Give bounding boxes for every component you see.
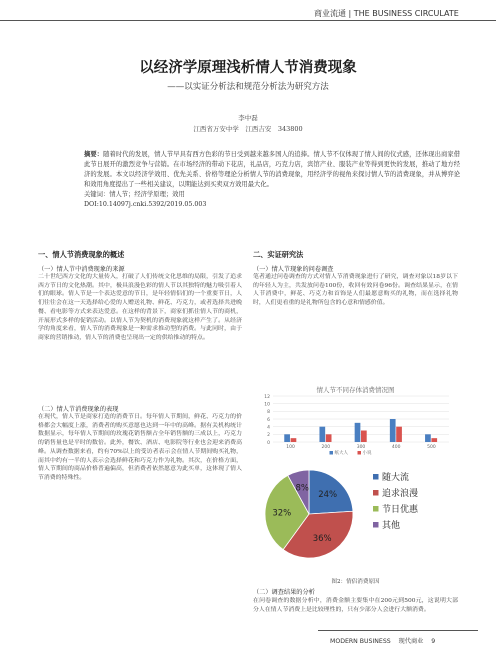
- pie-value-label: 24%: [318, 490, 338, 501]
- section2-para1: 笔者通过问卷调查的方式对情人节消费现象进行了研究，调查对象以18岁以下的年轻人为主，共发放问卷100份，收回有效问卷96份。调查结果显示，在情人节消费中，鲜花、巧克力和首饰是人们最愿意购买的礼物，而在选择礼物时，人们更看重的是礼物所包含的心意和情感价值。: [253, 274, 458, 307]
- abstract-block: [84, 150, 460, 210]
- y-tick-label: 8: [267, 410, 270, 416]
- footer-rule: [318, 630, 478, 631]
- section1-heading: 一、情人节消费现象的概述: [38, 250, 125, 259]
- y-tick-label: 12: [264, 394, 270, 400]
- legend-label: 小说: [362, 451, 372, 456]
- footer-journal-en: MODERN BUSINESS: [330, 638, 391, 645]
- bar-series2: [291, 438, 297, 442]
- y-tick-label: 2: [267, 433, 270, 439]
- chart2-caption: 图2：情侣消费原因: [331, 579, 380, 585]
- pie-value-label: 36%: [312, 533, 332, 544]
- section1-sub2: （二）情人节消费现象的表现: [38, 406, 119, 413]
- article-title: 以经济学原理浅析情人节消费现象: [139, 60, 357, 76]
- bar-series1: [425, 434, 431, 442]
- pie-value-label: 8%: [295, 483, 309, 494]
- bar-series2: [326, 434, 332, 442]
- pie-chart-svg: [253, 456, 458, 572]
- article-subtitle: ——以实证分析法和规范分析法为研究方法: [167, 82, 329, 92]
- pie-legend-label: 节日优惠: [382, 505, 419, 515]
- section1-sub1: （一）情人节中消费现象的来源: [38, 266, 125, 273]
- section2-heading: 二、实证研究法: [253, 250, 304, 259]
- affiliation: 江西省万安中学 江西吉安 343800: [193, 125, 303, 133]
- doi: DOI:10.14097j.cnki.5392/2019.05.003: [84, 201, 207, 208]
- section2-para2: 在问卷调查的数据分析中，消费金额主要集中在200元到500元，这说明大部分人在情人节消费上是比较理性的，只有少部分人会进行大额消费。: [253, 598, 458, 613]
- bar-series2: [431, 438, 437, 442]
- pie-legend-label: 其他: [382, 521, 401, 531]
- x-tick-label: 300: [356, 445, 366, 450]
- chart-title: 情人节不同存体消费情况图: [316, 386, 395, 394]
- section2-sub2: （二）调查结果的分析: [253, 589, 315, 596]
- footer-journal-cn: 现代商业: [398, 638, 424, 645]
- y-tick-label: 4: [267, 425, 270, 431]
- bar-series1: [355, 423, 361, 442]
- y-tick-label: 10: [264, 402, 270, 408]
- bar-chart-svg: [253, 384, 458, 456]
- page-number: 9: [431, 638, 436, 645]
- x-tick-label: 200: [321, 445, 331, 450]
- y-tick-label: 0: [267, 440, 270, 446]
- legend-swatch: [358, 451, 362, 455]
- x-tick-label: 100: [286, 445, 295, 450]
- pie-chart: [253, 456, 458, 572]
- bar-series1: [390, 419, 396, 442]
- pie-legend-swatch: [373, 522, 379, 528]
- legend-label: 纸大人: [334, 451, 348, 456]
- section1-para2: 在现代，情人节是商家打造的消费节日。每年情人节期间，鲜花、巧克力的价格都会大幅度上涨，消费者的购买意愿也达到一年中的高峰。据有关机构统计数据显示，每年情人节期间的玫瑰花销售额占全年销售额的三成以上，巧克力的销售量也是平时的数倍。此外，餐饮、酒店、电影院等行业也会迎来消费高峰。从调查数据来看，约有70%以上的受访者表示会在情人节期间购买礼物，而其中约有一半的人表示会选择鲜花和巧克力作为礼物。其次，在价格方面，情人节期间的商品价格普遍偏高，但消费者依然愿意为此买单，这体现了情人节消费的特殊性。: [38, 414, 242, 481]
- pie-legend-swatch: [373, 474, 379, 480]
- x-tick-label: 400: [391, 445, 401, 450]
- abstract-text: [84, 150, 460, 190]
- pie-legend-swatch: [373, 490, 379, 496]
- bar-series1: [319, 427, 325, 442]
- section2-sub1: （一）情人节现象的问卷调查: [253, 266, 334, 273]
- pie-legend-label: 追求浪漫: [382, 489, 419, 499]
- keywords: 关键词：情人节；经济学原理；效用: [84, 191, 185, 198]
- pie-value-label: 32%: [272, 508, 292, 519]
- section1-para1: 二十世纪西方文化的大量传入，打破了人们传统文化思维的局限，引发了追求西方节日的文化热潮。其中，极具浪漫色彩的情人节以其独特的魅力吸引着人们的眼球。情人节是一个表达爱意的节日，是年轻情侣们的一个重要节日，人们往往会在这一天选择给心爱的人赠送礼物、鲜花、巧克力，或者选择共进晚餐、看电影等方式来表达爱意。在这样的背景下，商家们抓住情人节的商机，开展形式多样的促销活动。以情人节为契机的消费现象就这样产生了。从经济学的角度来看，情人节的消费现象是一种需求推动型的消费。与此同时，由于商家的营销推动，情人节的消费也呈现出一定的供给推动的特点。: [38, 274, 242, 341]
- bar-series1: [284, 434, 290, 442]
- abstract-label: 摘要：: [84, 151, 104, 158]
- bar-series2: [361, 431, 367, 443]
- footer: [330, 636, 490, 645]
- pie-legend-swatch: [373, 506, 379, 512]
- header-rule: [0, 20, 496, 21]
- y-tick-label: 6: [267, 417, 270, 423]
- pie-legend-label: 随大流: [382, 473, 410, 483]
- legend-swatch: [330, 451, 334, 455]
- author: 李中磊: [238, 114, 258, 122]
- journal-header: 商业流通 | THE BUSINESS CIRCULATE: [314, 9, 459, 18]
- abstract-body: 随着时代的发展，情人节早具有西方色彩的节日受到越来越多国人的追捧。情人节不仅体现了情人间的仪式感，还体现出商家借此节日展开的激烈竞争与营销。在市场经济的带动下花店，礼品店，巧克力店，宾馆产业、服装产业等得到更快的发展，推动了地方经济的发展。本文以经济学效用、优先关系、价格等理论分析情人节的消费现象，用经济学的视角来探讨情人节的消费现象，并从博弈论和效用角度提出了一些相关建议，以期能达到买卖双方效用最大化。: [84, 151, 461, 188]
- bar-series2: [396, 427, 402, 442]
- x-tick-label: 500: [427, 445, 436, 450]
